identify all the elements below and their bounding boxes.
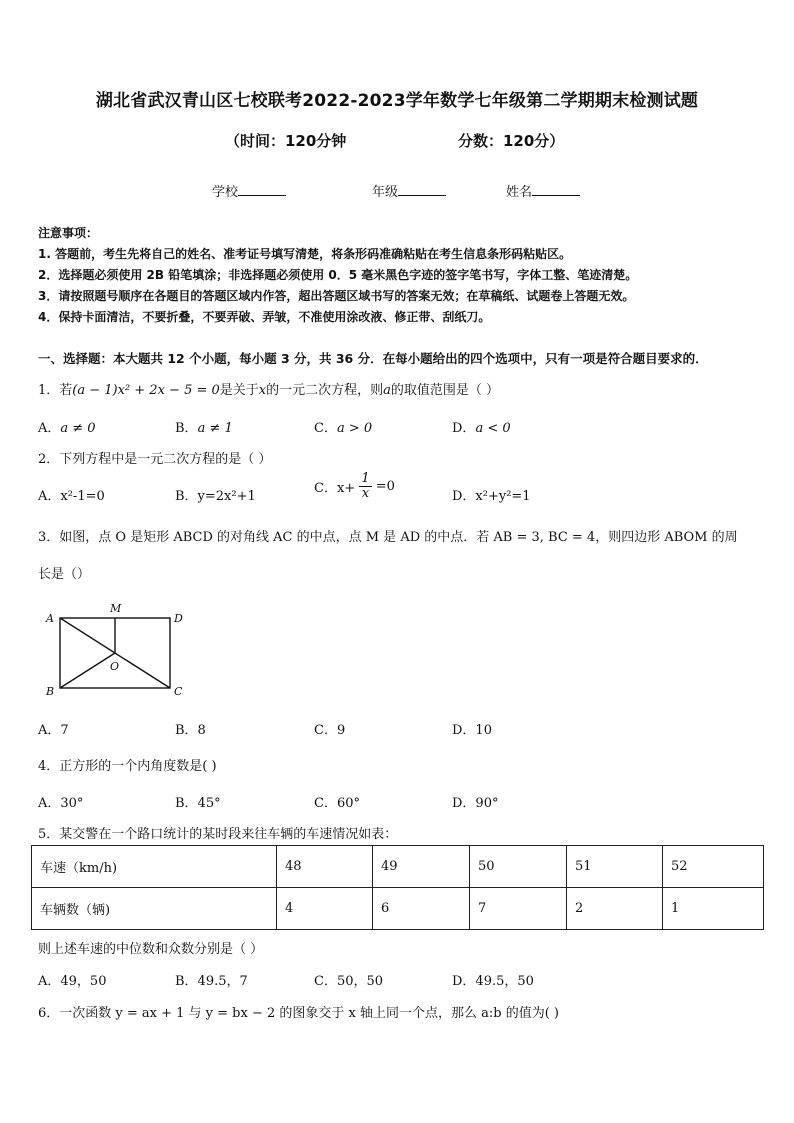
q3-option-b: B．8 — [175, 723, 206, 738]
question-3-line2: 长是（） — [38, 567, 91, 582]
label-o: O — [110, 660, 120, 673]
q5-option-a: A．49，50 — [38, 974, 107, 989]
exam-title: 湖北省武汉青山区七校联考2022-2023学年数学七年级第二学期期末检测试题 — [95, 91, 699, 111]
table-cell: 49 — [373, 846, 470, 888]
fraction-denominator: x — [361, 486, 370, 501]
q4-option-c: C．60° — [314, 796, 360, 811]
option-letter: B． — [175, 421, 198, 436]
q1-option-d — [452, 417, 511, 436]
option-letter: D． — [452, 421, 476, 436]
speed-table — [31, 845, 764, 930]
q3-option-d: D．10 — [452, 723, 492, 738]
note-item: 4．保持卡面清洁，不要折叠，不要弄破、弄皱，不准使用涂改液、修正带、刮纸刀。 — [38, 310, 491, 324]
table-row — [32, 846, 764, 888]
question-6: 6．一次函数 y = ax + 1 与 y = bx − 2 的图象交于 x 轴上同一个点，那么 a:b 的值为( ) — [38, 1006, 559, 1021]
q2-option-a: A．x²-1=0 — [38, 489, 105, 504]
label-m: M — [110, 602, 122, 615]
label-d: D — [174, 612, 183, 625]
table-cell: 7 — [470, 888, 567, 930]
school-blank — [238, 183, 286, 196]
option-letter: A． — [38, 421, 61, 436]
q4-option-b: B．45° — [175, 796, 221, 811]
exam-time: （时间：120分钟 — [225, 132, 347, 150]
q5-option-d: D．49.5，50 — [452, 974, 534, 989]
question-4: 4．正方形的一个内角度数是( ) — [38, 759, 217, 774]
q2-c-label: C．x+ — [314, 481, 356, 496]
table-row — [32, 888, 764, 930]
question-1 — [38, 379, 499, 398]
grade-label: 年级 — [372, 185, 399, 200]
exam-score: 分数：120分） — [458, 132, 565, 150]
q1-option-c — [314, 417, 372, 436]
grade-blank — [398, 183, 446, 196]
name-blank — [532, 183, 580, 196]
q2-option-b: B．y=2x²+1 — [175, 489, 256, 504]
school-field — [212, 181, 286, 200]
option-value: a ≠ 0 — [60, 421, 96, 436]
q2-c-fraction — [359, 472, 371, 501]
rectangle-figure — [40, 598, 200, 700]
q1-text: 是关于 — [219, 383, 259, 398]
q2-option-d: D．x²+y²=1 — [452, 489, 531, 504]
question-2: 2．下列方程中是一元二次方程的是（ ） — [38, 452, 272, 467]
q1-option-b — [175, 417, 233, 436]
q1-suffix: 的取值范围是（ ） — [390, 383, 500, 398]
table-cell: 51 — [567, 846, 663, 888]
q2-c-tail: =0 — [375, 479, 395, 494]
option-value: a ≠ 1 — [197, 421, 233, 436]
q1-text2: 的一元二次方程，则 — [266, 383, 384, 398]
note-item: 3．请按照题号顺序在各题目的答题区域内作答，超出答题区域书写的答案无效；在草稿纸、试题卷上答题无效。 — [38, 289, 635, 303]
table-cell: 50 — [470, 846, 567, 888]
fraction-numerator: 1 — [361, 471, 370, 486]
table-cell: 52 — [663, 846, 764, 888]
table-cell: 48 — [277, 846, 373, 888]
option-letter: C． — [314, 421, 337, 436]
school-label: 学校 — [212, 185, 239, 200]
table-cell: 4 — [277, 888, 373, 930]
q1-option-a — [38, 417, 96, 436]
name-field — [506, 181, 580, 200]
label-a: A — [46, 612, 54, 625]
table-cell: 车辆数（辆) — [32, 888, 277, 930]
q2-option-c — [314, 472, 395, 501]
segment-bo — [60, 653, 115, 688]
question-5: 5．某交警在一个路口统计的某时段来往车辆的车速情况如表： — [38, 827, 398, 842]
table-cell: 车速（km/h) — [32, 846, 277, 888]
q1-prefix: 1．若 — [38, 383, 73, 398]
q4-option-d: D．90° — [452, 796, 499, 811]
name-label: 姓名 — [506, 185, 533, 200]
table-cell: 1 — [663, 888, 764, 930]
notes-heading: 注意事项： — [38, 226, 99, 240]
q5-option-c: C．50，50 — [314, 974, 384, 989]
q4-option-a: A．30° — [38, 796, 84, 811]
q3-option-c: C．9 — [314, 723, 346, 738]
option-value: a > 0 — [336, 421, 373, 436]
question-3-line1: 3．如图，点 O 是矩形 ABCD 的对角线 AC 的中点，点 M 是 AD 的中点．若 AB = 3, BC = 4，则四边形 ABOM 的周 — [38, 530, 738, 545]
option-value: a < 0 — [475, 421, 511, 436]
grade-field — [372, 181, 446, 200]
q5-followup: 则上述车速的中位数和众数分别是（ ） — [38, 942, 264, 957]
q1-equation: (a − 1)x² + 2x − 5 = 0 — [72, 383, 220, 398]
table-cell: 6 — [373, 888, 470, 930]
q1-var: x — [258, 383, 267, 398]
section-heading: 一、选择题：本大题共 12 个小题，每小题 3 分，共 36 分．在每小题给出的四个选项中，只有一项是符合题目要求的． — [38, 351, 708, 366]
q3-option-a: A．7 — [38, 723, 69, 738]
note-item: 1. 答题前，考生先将自己的姓名、准考证号填写清楚，将条形码准确粘贴在考生信息条形码粘贴区。 — [38, 247, 572, 261]
label-b: B — [46, 685, 55, 698]
label-c: C — [174, 685, 183, 698]
table-cell: 2 — [567, 888, 663, 930]
q5-option-b: B．49.5，7 — [175, 974, 248, 989]
note-item: 2．选择题必须使用 2B 铅笔填涂；非选择题必须使用 0．5 毫米黑色字迹的签字笔书写，字体工整、笔迹清楚。 — [38, 268, 638, 282]
q1-var2: a — [383, 383, 391, 398]
